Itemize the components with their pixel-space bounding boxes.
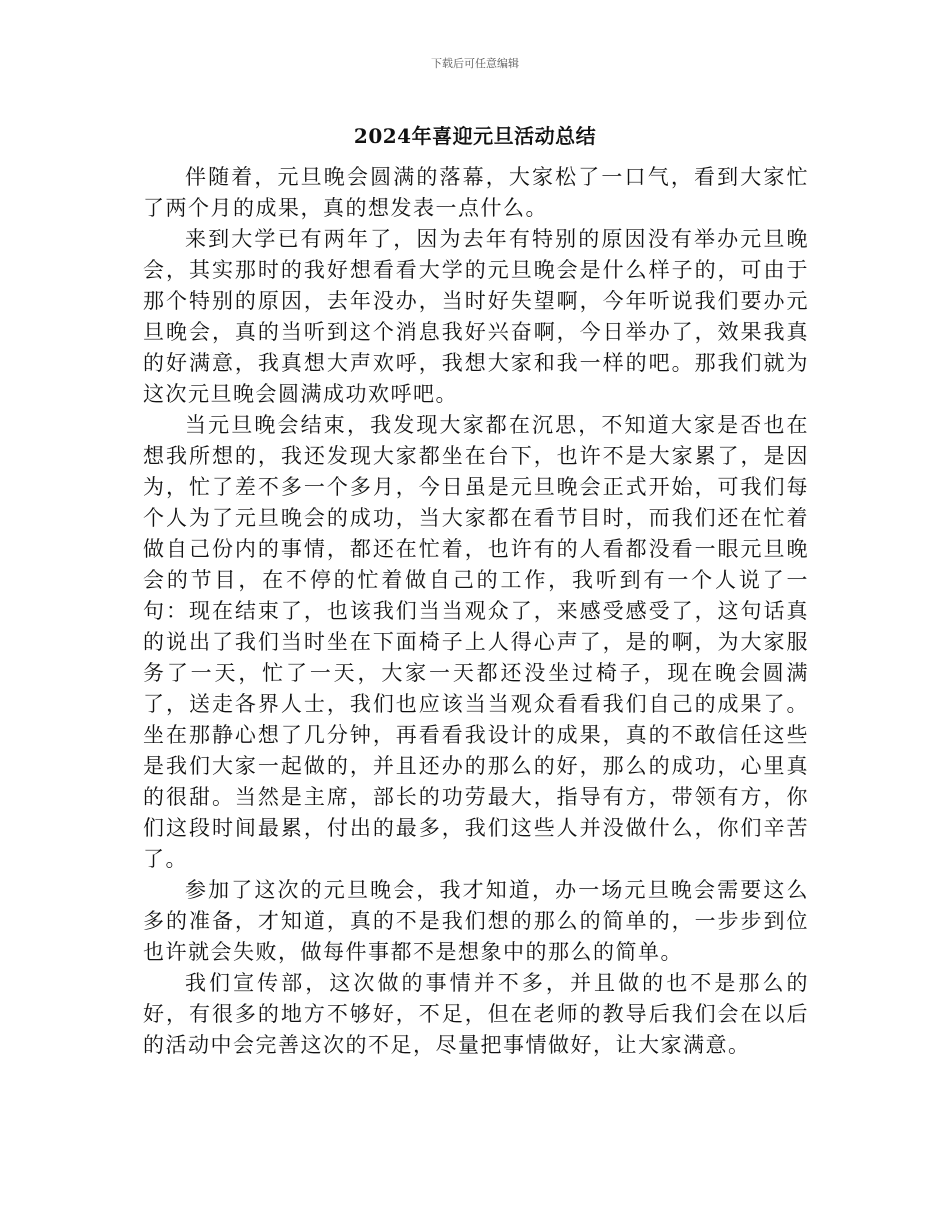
paragraph-4: 参加了这次的元旦晚会，我才知道，办一场元旦晚会需要这么多的准备，才知道，真的不是我们想的那么的简单的，一步步到位也许就会失败，做每件事都不是想象中的那么的简单。: [143, 878, 809, 964]
document-body: [143, 162, 809, 1061]
document-title: 2024年喜迎元旦活动总结: [353, 124, 597, 148]
page-header-note: 下载后可任意编辑: [431, 57, 519, 70]
paragraph-1: 伴随着，元旦晚会圆满的落幕，大家松了一口气，看到大家忙了两个月的成果，真的想发表一点什么。: [143, 165, 809, 220]
paragraph-5: 我们宣传部，这次做的事情并不多，并且做的也不是那么的好，有很多的地方不够好，不足，但在老师的教导后我们会在以后的活动中会完善这次的不足，尽量把事情做好，让大家满意。: [143, 971, 809, 1057]
paragraph-2: 来到大学已有两年了，因为去年有特别的原因没有举办元旦晚会，其实那时的我好想看看大学的元旦晚会是什么样子的，可由于那个特别的原因，去年没办，当时好失望啊，今年听说我们要办元旦晚会，真的当听到这个消息我好兴奋啊，今日举办了，效果我真的好满意，我真想大声欢呼，我想大家和我一样的吧。那我们就为这次元旦晚会圆满成功欢呼吧。: [143, 227, 809, 406]
paragraph-3: 当元旦晚会结束，我发现大家都在沉思，不知道大家是否也在想我所想的，我还发现大家都坐在台下，也许不是大家累了，是因为，忙了差不多一个多月，今日虽是元旦晚会正式开始，可我们每个人为了元旦晚会的成功，当大家都在看节目时，而我们还在忙着做自己份内的事情，都还在忙着，也许有的人看都没看一眼元旦晚会的节目，在不停的忙着做自己的工作，我听到有一个人说了一句：现在结束了，也该我们当当观众了，来感受感受了，这句话真的说出了我们当时坐在下面椅子上人得心声了，是的啊，为大家服务了一天，忙了一天，大家一天都还没坐过椅子，现在晚会圆满了，送走各界人士，我们也应该当当观众看看我们自己的成果了。坐在那静心想了几分钟，再看看我设计的成果，真的不敢信任这些是我们大家一起做的，并且还办的那么的好，那么的成功，心里真的很甜。当然是主席，部长的功劳最大，指导有方，带领有方，你们这段时间最累，付出的最多，我们这些人并没做什么，你们辛苦了。: [143, 413, 809, 871]
